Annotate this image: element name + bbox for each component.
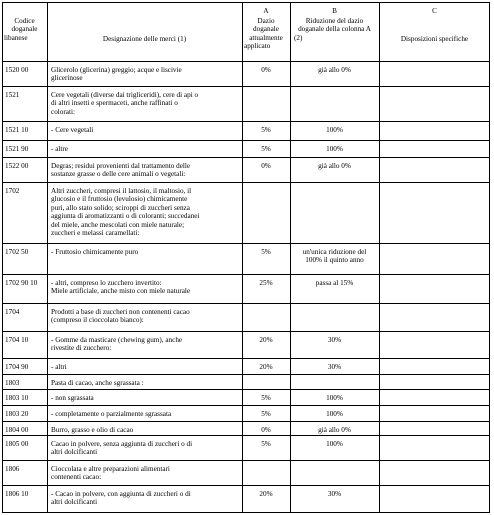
row-duty-a: 5%	[261, 145, 271, 153]
table-rule	[2, 389, 490, 390]
row-description-line: Glicerolo (glicerina) greggio; acque e liscivie	[51, 66, 182, 74]
row-duty-a: 20%	[259, 363, 273, 371]
table-rule	[2, 140, 490, 141]
table-rule	[2, 421, 490, 422]
row-description-line: Pasta di cacao, anche sgrassata :	[51, 379, 144, 387]
row-description-line: altri dolcificanti	[51, 498, 98, 507]
header-col-b-text: Riduzione del dazio doganale della colonna A (2)	[294, 17, 371, 42]
row-description-line: (compreso il cioccolato bianco):	[51, 316, 144, 325]
table-rule	[2, 2, 3, 513]
row-code: 1521	[5, 91, 20, 99]
row-code: 1521 10	[5, 126, 29, 134]
table-rule	[379, 2, 380, 513]
table-rule	[2, 157, 490, 158]
row-code: 1805 00	[5, 440, 29, 448]
row-reduction-b: 30%	[327, 490, 342, 498]
row-reduction-b: già allo 0%	[318, 426, 351, 434]
row-code: 1704 90	[5, 363, 29, 371]
row-description-line: contenenti cacao:	[51, 473, 102, 482]
row-reduction-b: già allo 0%	[318, 66, 351, 74]
row-code: 1704 10	[5, 336, 29, 344]
row-description-line: Cioccolata e altre preparazioni alimentari	[51, 465, 170, 473]
row-code: 1521 90	[5, 145, 29, 153]
row-description-line: glucosio e il fruttosio (levulosio) chimicamente	[51, 195, 188, 204]
table-rule	[47, 2, 48, 513]
row-code: 1803	[5, 379, 20, 387]
table-rule	[2, 405, 490, 406]
row-code: 1522 00	[5, 162, 29, 170]
row-description-line: Burro, grasso e olio di cacao	[51, 426, 134, 434]
row-code: 1520 00	[5, 66, 29, 74]
table-rule	[2, 331, 490, 332]
row-duty-a: 20%	[259, 336, 273, 344]
row-description-line: colorati:	[51, 107, 75, 116]
row-description-line: - Gomme da masticare (chewing gum), anche	[51, 336, 183, 344]
row-description-line: glicerinose	[51, 74, 83, 83]
table-rule	[2, 374, 490, 375]
row-duty-a: 0%	[261, 162, 271, 170]
row-duty-a: 0%	[261, 426, 271, 434]
row-reduction-b: passa al 15%	[315, 279, 354, 287]
row-description-line: - Fruttosio chimicamente puro	[51, 248, 139, 256]
row-duty-a: 20%	[259, 490, 273, 498]
row-reduction-b: 100%	[326, 145, 343, 153]
tariff-table	[2, 2, 490, 513]
table-rule	[489, 2, 490, 513]
row-description-line: Prodotti a base di zuccheri non contenenti cacao	[51, 308, 190, 316]
row-code: 1806	[5, 465, 20, 473]
row-description-line: altri dolcificanti	[51, 448, 98, 457]
row-reduction-b: 100%	[326, 440, 343, 448]
row-reduction-b: 100%	[326, 394, 343, 402]
row-reduction-b: 30%	[327, 336, 342, 344]
row-description-line: puri, allo stato solido; sciroppi di zuccheri senza	[51, 203, 190, 212]
row-description-line: - Cere vegetali	[51, 126, 94, 134]
row-code: 1702 50	[5, 248, 29, 256]
row-code: 1806 10	[5, 490, 29, 498]
row-duty-a: 5%	[261, 248, 271, 256]
row-duty-a: 5%	[261, 440, 271, 448]
row-duty-a: 5%	[261, 126, 271, 134]
row-description-line: - altre	[51, 145, 68, 153]
row-description-line: aggiunta di aromatizzanti o di coloranti; succedanei	[51, 212, 200, 221]
table-rule	[2, 435, 490, 436]
row-reduction-b: 100%	[326, 410, 343, 418]
row-description-line: di altri insetti e spermaceti, anche raffinati o	[51, 99, 178, 108]
table-rule	[2, 121, 490, 122]
header-col-a-letter: A	[263, 7, 269, 15]
row-code: 1803 10	[5, 394, 29, 402]
table-rule	[2, 86, 490, 87]
table-rule	[2, 512, 490, 513]
row-duty-a: 5%	[261, 394, 271, 402]
row-description-line: - completamente o parzialmente sgrassata	[51, 410, 172, 418]
row-duty-a: 25%	[259, 279, 273, 287]
row-reduction-b: già allo 0%	[318, 162, 351, 170]
header-col-a-text: Dazio doganale attualmente applicato	[244, 17, 283, 51]
table-rule	[242, 2, 243, 513]
header-col-c-text: Disposizioni specifiche	[400, 35, 469, 43]
row-description-line: Altri zuccheri, compresi il lattosio, il maltosio, il	[51, 187, 192, 195]
row-description-line: zuccheri e melassi caramellati:	[51, 229, 140, 237]
row-description-line: - altri, compreso lo zucchero invertito:	[51, 279, 162, 287]
header-col-c-letter: C	[432, 7, 437, 15]
table-rule	[2, 460, 490, 461]
row-description-line: rivestite di zucchero:	[51, 344, 112, 353]
row-reduction-b: 100%	[326, 126, 343, 134]
row-reduction-b: 100% il quinto anno	[305, 256, 364, 265]
table-rule	[2, 358, 490, 359]
row-reduction-b: un'unica riduzione del	[302, 248, 367, 256]
row-code: 1702 90 10	[5, 279, 38, 287]
table-rule	[2, 2, 490, 3]
row-code: 1702	[5, 187, 20, 195]
header-col-b-letter: B	[332, 7, 337, 15]
table-rule	[2, 303, 490, 304]
table-rule	[2, 274, 490, 275]
table-rule	[2, 485, 490, 486]
row-duty-a: 5%	[261, 410, 271, 418]
row-description-line: - Cacao in polvere, con aggiunta di zuccheri o di	[51, 490, 191, 498]
row-description-line: Cere vegetali (diverse dai trigliceridi), cere di api o	[51, 91, 199, 99]
row-description-line: Degras; residui provenienti dal trattamento delle	[51, 162, 191, 170]
row-code: 1804 00	[5, 426, 29, 434]
row-duty-a: 0%	[261, 66, 271, 74]
row-code: 1704	[5, 308, 20, 316]
row-description-line: del miele, anche mescolati con miele naturale;	[51, 220, 185, 229]
row-description-line: sostanze grasse o delle cere animali o vegetali:	[51, 170, 186, 179]
header-code: Codice doganale libanese	[4, 17, 38, 42]
row-description-line: Miele artificiale, anche misto con miele naturale	[51, 287, 191, 296]
row-description-line: Cacao in polvere, senza aggiunta di zuccheri o di	[51, 440, 193, 448]
row-description-line: - altri	[51, 363, 67, 371]
row-code: 1803 20	[5, 410, 29, 418]
row-reduction-b: 30%	[327, 363, 342, 371]
table-rule	[2, 182, 490, 183]
row-description-line: - non sgrassata	[51, 394, 94, 402]
table-rule	[2, 61, 490, 62]
header-description: Designazione delle merci (1)	[102, 35, 187, 43]
table-rule	[2, 243, 490, 244]
